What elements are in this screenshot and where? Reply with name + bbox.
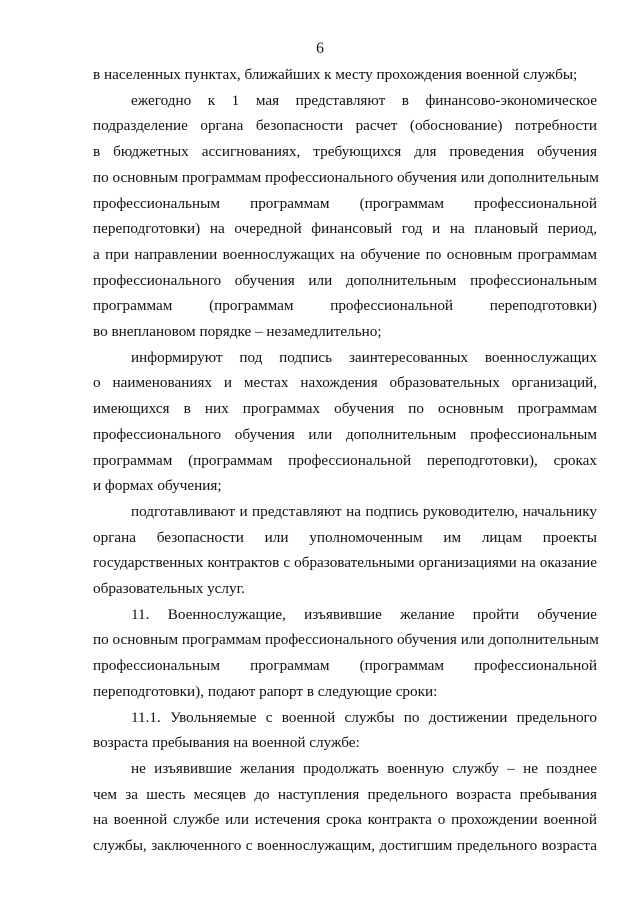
text-line: а при направлении военнослужащих на обучение по основным программам — [93, 245, 597, 263]
text-line: в населенных пунктах, ближайших к месту прохождения военной службы; — [93, 66, 578, 83]
text-line: возраста пребывания на военной службе: — [93, 734, 360, 752]
document-body — [93, 62, 597, 859]
text-line: профессиональным программам (программам профессиональной — [93, 194, 597, 212]
text-line: во внеплановом порядке – незамедлительно; — [93, 323, 382, 341]
text-line: ежегодно к 1 мая представляют в финансово-экономическое — [131, 91, 597, 109]
paragraph — [93, 88, 597, 345]
paragraph — [93, 345, 597, 499]
text-line: 11. Военнослужащие, изъявившие желание пройти обучение — [131, 605, 597, 623]
text-line: переподготовки) на очередной финансовый год и на плановый период, — [93, 220, 597, 238]
text-line: в бюджетных ассигнованиях, требующихся для проведения обучения — [93, 143, 597, 161]
text-line: профессиональным программам (программам профессиональной — [93, 657, 597, 675]
text-line: переподготовки), подают рапорт в следующие сроки: — [93, 682, 438, 700]
paragraph — [93, 62, 597, 88]
text-line: профессионального обучения или дополнительным профессиональным — [93, 425, 597, 443]
text-line: образовательных услуг. — [93, 580, 245, 598]
text-line: профессионального обучения или дополнительным профессиональным — [93, 271, 597, 289]
text-line: о наименованиях и местах нахождения образовательных организаций, — [93, 374, 597, 392]
text-line: службы, заключенного с военнослужащим, достигшим предельного возраста — [93, 837, 597, 855]
text-line: 11.1. Увольняемые с военной службы по достижении предельного — [131, 708, 597, 726]
text-line: по основным программам профессионального обучения или дополнительным — [93, 168, 599, 186]
text-line: информируют под подпись заинтересованных военнослужащих — [131, 348, 597, 366]
text-line: имеющихся в них программах обучения по основным программам — [93, 400, 597, 418]
text-line: и формах обучения; — [93, 477, 222, 495]
text-line: подготавливают и представляют на подпись руководителю, начальнику — [131, 502, 597, 520]
text-line: на военной службе или истечения срока контракта о прохождении военной — [93, 811, 597, 829]
text-line: не изъявившие желания продолжать военную службу – не позднее — [131, 759, 597, 777]
paragraph — [93, 499, 597, 602]
text-line: чем за шесть месяцев до наступления предельного возраста пребывания — [93, 785, 597, 803]
paragraph — [93, 602, 597, 705]
paragraph — [93, 756, 597, 859]
page-number: 6 — [316, 40, 324, 57]
text-line: подразделение органа безопасности расчет (обоснование) потребности — [93, 117, 597, 135]
text-line: органа безопасности или уполномоченным им лицам проекты — [93, 528, 597, 546]
text-line: программам (программам профессиональной переподготовки) — [93, 297, 597, 315]
text-line: государственных контрактов с образовательными организациями на оказание — [93, 554, 597, 572]
text-line: по основным программам профессионального обучения или дополнительным — [93, 631, 599, 649]
text-line: программам (программам профессиональной переподготовки), сроках — [93, 451, 597, 469]
paragraph — [93, 705, 597, 756]
